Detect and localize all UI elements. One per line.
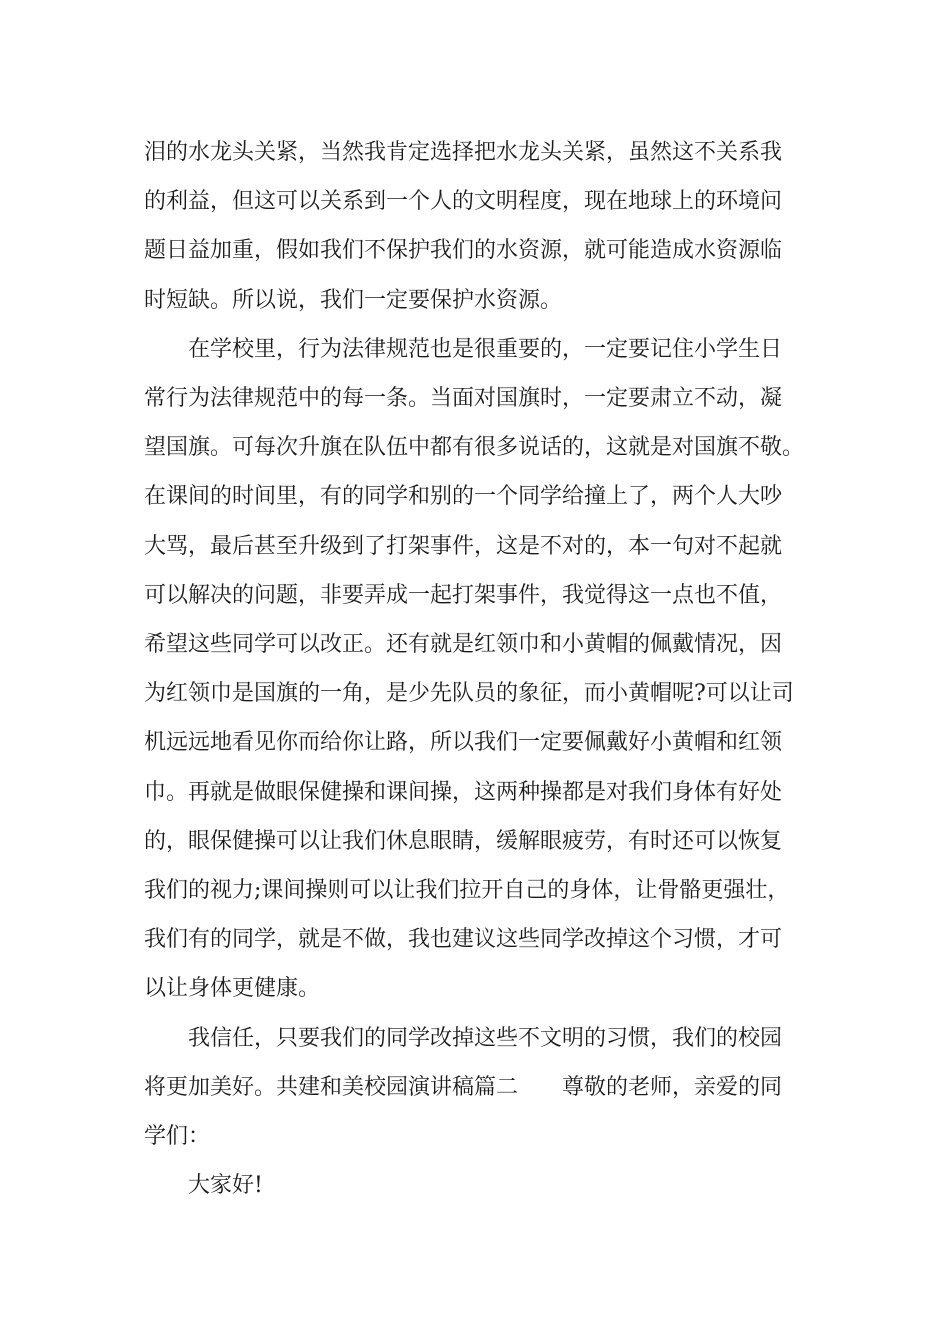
text-line: 为红领巾是国旗的一角，是少先队员的象征，而小黄帽呢?可以让司 (144, 681, 794, 707)
paragraph-2 (144, 325, 824, 1014)
paragraph-4 (144, 1161, 824, 1210)
text-line: 巾。再就是做眼保健操和课间操，这两种操都是对我们身体有好处 (144, 779, 783, 805)
text-line: 常行为法律规范中的每一条。当面对国旗时，一定要肃立不动，凝 (144, 386, 783, 412)
text-line: 可以解决的问题，非要弄成一起打架事件，我觉得这一点也不值， (144, 582, 783, 608)
text-line: 大骂，最后甚至升级到了打架事件，这是不对的，本一句对不起就 (144, 533, 783, 559)
paragraph-1 (144, 128, 824, 325)
text-line: 的利益，但这可以关系到一个人的文明程度，现在地球上的环境问 (144, 189, 783, 215)
paragraph-3 (144, 1014, 824, 1162)
text-line: 在学校里，行为法律规范也是很重要的，一定要记住小学生日 (188, 336, 783, 362)
document-body (144, 128, 824, 1210)
text-line: 将更加美好。共建和美校园演讲稿篇二 尊敬的老师，亲爱的同 (144, 1074, 783, 1100)
text-line: 希望这些同学可以改正。还有就是红领巾和小黄帽的佩戴情况，因 (144, 632, 783, 658)
text-line: 时短缺。所以说，我们一定要保护水资源。 (144, 287, 563, 313)
text-line: 大家好! (188, 1173, 263, 1199)
text-line: 以让身体更健康。 (144, 976, 321, 1002)
text-line: 望国旗。可每次升旗在队伍中都有很多说话的，这就是对国旗不敬。 (144, 435, 805, 461)
text-line: 的，眼保健操可以让我们休息眼睛，缓解眼疲劳，有时还可以恢复 (144, 828, 783, 854)
text-line: 我们有的同学，就是不做，我也建议这些同学改掉这个习惯，才可 (144, 927, 783, 953)
text-line: 我信任，只要我们的同学改掉这些不文明的习惯，我们的校园 (188, 1025, 783, 1051)
text-line: 题日益加重，假如我们不保护我们的水资源，就可能造成水资源临 (144, 238, 783, 264)
text-line: 学们： (144, 1124, 211, 1150)
text-line: 我们的视力;课间操则可以让我们拉开自己的身体，让骨骼更强壮， (144, 878, 790, 904)
text-line: 在课间的时间里，有的同学和别的一个同学给撞上了，两个人大吵 (144, 484, 783, 510)
text-line: 机远远地看见你而给你让路，所以我们一定要佩戴好小黄帽和红领 (144, 730, 783, 756)
text-line: 泪的水龙头关紧，当然我肯定选择把水龙头关紧，虽然这不关系我 (144, 140, 783, 165)
